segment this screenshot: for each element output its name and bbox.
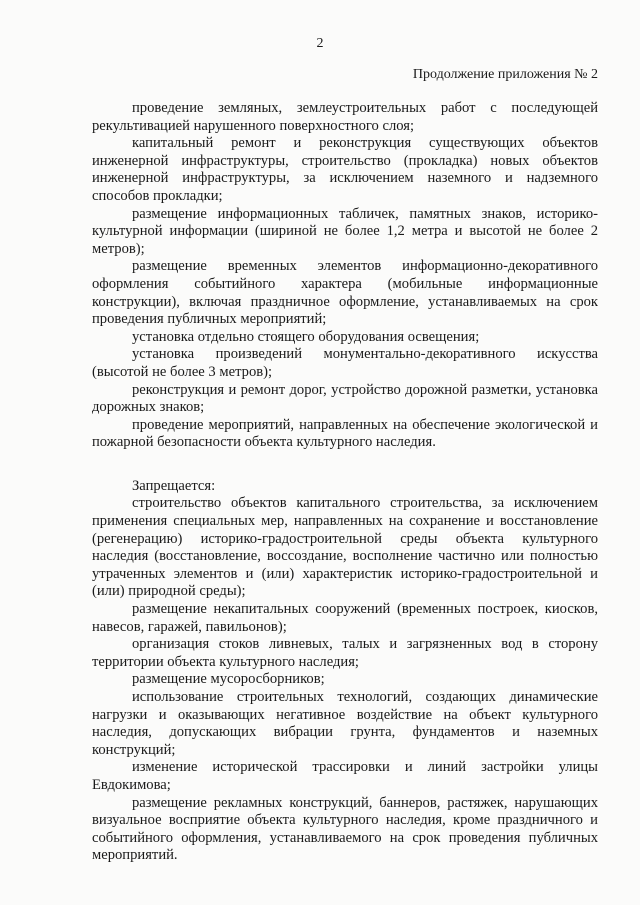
allowed-item: проведение мероприятий, направленных на обеспечение экологической и пожарной безопасности объекта культурного наследия. xyxy=(92,416,598,451)
prohibited-item: размещение рекламных конструкций, баннеров, растяжек, нарушающих визуальное восприятие объекта культурного наследия, кроме праздничного и событийного оформления, устанавливаемого на срок проведения публичных мероприятий. xyxy=(92,794,598,864)
allowed-item: капитальный ремонт и реконструкция существующих объектов инженерной инфраструктуры, строительство (прокладка) новых объектов инженерной инфраструктуры, за исключением наземного и надземного способов прокладки; xyxy=(92,135,598,204)
allowed-item: проведение земляных, землеустроительных работ с последующей рекультивацией нарушенного поверхностного слоя; xyxy=(92,100,598,134)
prohibited-item: изменение исторической трассировки и линий застройки улицы Евдокимова; xyxy=(92,759,598,793)
prohibited-heading: Запрещается: xyxy=(132,477,216,494)
allowed-item: установка произведений монументально-декоративного искусства (высотой не более 3 метров); xyxy=(92,346,598,380)
allowed-item: реконструкция и ремонт дорог, устройство дорожной разметки, установка дорожных знаков; xyxy=(92,381,598,416)
prohibited-item: использование строительных технологий, создающих динамические нагрузки и оказывающих негативное воздействие на объект культурного наследия, допускающих вибрации грунта, фундаментов и наземных конструкций; xyxy=(92,689,598,758)
prohibited-item: размещение мусоросборников; xyxy=(132,671,325,688)
prohibited-item: строительство объектов капитального строительства, за исключением применения специальных мер, направленных на сохранение и восстановление (регенерацию) историко-градостроительной среды объекта культурного наследия (восстановление, воссоздание, восполнение частично или полностью утраченных элементов и (или) характеристик историко-градостроительной и (или) природной среды); xyxy=(92,495,598,600)
prohibited-item: размещение некапитальных сооружений (временных построек, киосков, навесов, гаражей, павильонов); xyxy=(92,601,598,635)
allowed-item: установка отдельно стоящего оборудования освещения; xyxy=(132,328,480,345)
prohibited-item: организация стоков ливневых, талых и загрязненных вод в сторону территории объекта культурного наследия; xyxy=(92,636,598,670)
allowed-item: размещение временных элементов информационно-декоративного оформления событийного характера (мобильные информационные конструкции), включая праздничное оформление, устанавливаемых на срок проведения публичных мероприятий; xyxy=(92,258,598,328)
section-spacer xyxy=(92,452,598,478)
page-number: 2 xyxy=(316,36,324,51)
document-body xyxy=(92,100,598,865)
appendix-continuation-note: Продолжение приложения № 2 xyxy=(412,67,598,82)
allowed-item: размещение информационных табличек, памятных знаков, историко-культурной информации (шириной не более 1,2 метра и высотой не более 2 метров); xyxy=(92,205,598,257)
